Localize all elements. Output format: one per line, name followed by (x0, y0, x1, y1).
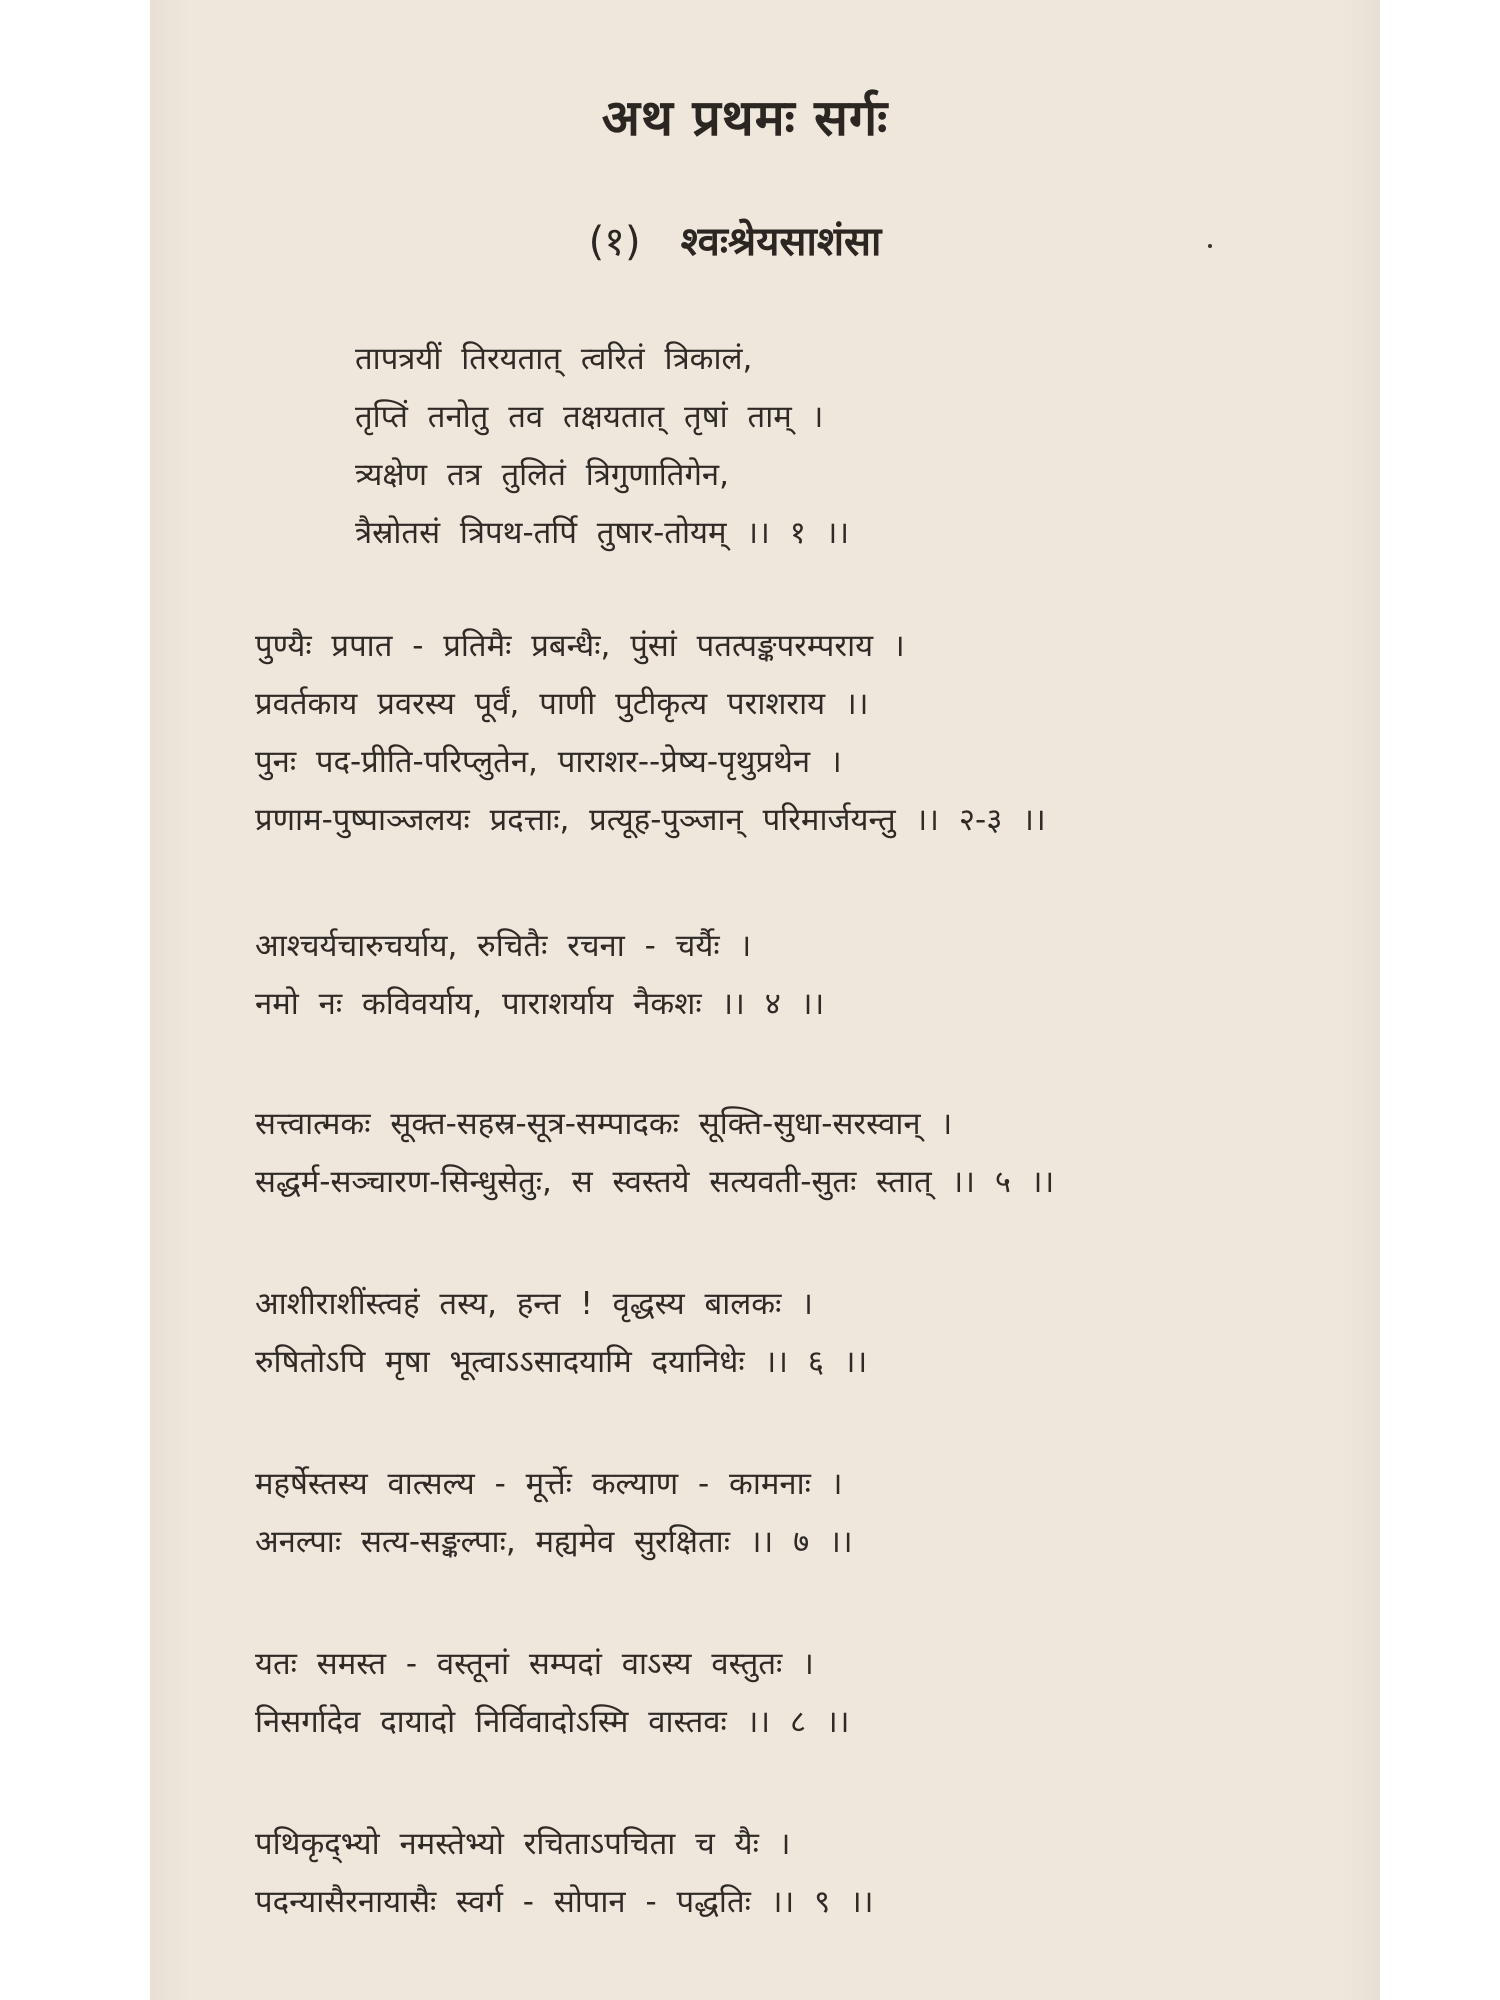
section-title: श्वःश्रेयसाशंसा (680, 219, 882, 265)
verse-line: पुण्यैः प्रपात - प्रतिमैः प्रबन्धैः, पुंसां पतत्पङ्कपरम्पराय । (255, 628, 905, 664)
verse-line: प्रणाम-पुष्पाञ्जलयः प्रदत्ताः, प्रत्यूह-पुञ्जान् परिमार्जयन्तु ।। २-३ ।। (255, 802, 1046, 838)
verse-line: नमो नः कविवर्याय, पाराशर्याय नैकशः ।। ४ ।। (255, 986, 825, 1022)
verse-line: आश्चर्यचारुचर्याय, रुचितैः रचना - चर्यैः । (255, 928, 752, 964)
chapter-title: अथ प्रथमः सर्गः (601, 89, 889, 147)
verse-line: रुषितोऽपि मृषा भूत्वाऽऽसादयामि दयानिधेः ।। ६ ।। (255, 1344, 868, 1380)
verse-line: महर्षेस्तस्य वात्सल्य - मूर्त्तेः कल्याण - कामनाः । (255, 1466, 843, 1502)
verse-line: पुनः पद-प्रीति-परिप्लुतेन, पाराशर--प्रेष्य-पृथुप्रथेन । (255, 744, 842, 780)
verse-line: पथिकृद्भ्यो नमस्तेभ्यो रचिताऽपचिता च यैः । (255, 1826, 791, 1862)
section-heading (150, 212, 1380, 267)
verse-6 (255, 1275, 1355, 1391)
book-page (150, 0, 1380, 2000)
verse-line: सत्त्वात्मकः सूक्त-सहस्र-सूत्र-सम्पादकः सूक्ति-सुधा-सरस्वान् । (255, 1106, 953, 1142)
verse-line: निसर्गादेव दायादो निर्विवादोऽस्मि वास्तवः ।। ८ ।। (255, 1704, 850, 1740)
verse-line: पदन्यासैरनायासैः स्वर्ग - सोपान - पद्धतिः ।। ९ ।। (255, 1884, 874, 1920)
verse-8 (255, 1635, 1355, 1751)
verse-line: त्र्यक्षेण तत्र तुलितं त्रिगुणातिगेन, (355, 457, 729, 493)
verse-line: प्रवर्तकाय प्रवरस्य पूर्वं, पाणी पुटीकृत्य पराशराय ।। (255, 686, 869, 722)
verse-line: यतः समस्त - वस्तूनां सम्पदां वाऽस्य वस्तुतः । (255, 1646, 814, 1682)
verse-line: आशीराशींस्त्वहं तस्य, हन्त ! वृद्धस्य बालकः । (255, 1286, 813, 1322)
verse-4 (255, 917, 1355, 1033)
verse-line: त्रैस्रोतसं त्रिपथ-तर्पि तुषार-तोयम् ।। १ ।। (355, 515, 850, 551)
verse-line: तापत्रयीं तिरयतात् त्वरितं त्रिकालं, (355, 341, 753, 377)
section-number: (१) (588, 219, 641, 265)
verse-line: तृप्तिं तनोतु तव तक्षयतात् तृषां ताम् । (355, 399, 824, 435)
verse-5 (255, 1095, 1355, 1211)
verse-line: अनल्पाः सत्य-सङ्कल्पाः, मह्यमेव सुरक्षिताः ।। ७ ।। (255, 1524, 853, 1560)
verse-7 (255, 1455, 1355, 1571)
verse-1 (355, 330, 1255, 562)
verse-line: सद्धर्म-सञ्चारण-सिन्धुसेतुः, स स्वस्तये सत्यवती-सुतः स्तात् ।। ५ ।। (255, 1164, 1055, 1200)
verse-9 (255, 1815, 1355, 1931)
verse-2-3 (255, 617, 1355, 849)
